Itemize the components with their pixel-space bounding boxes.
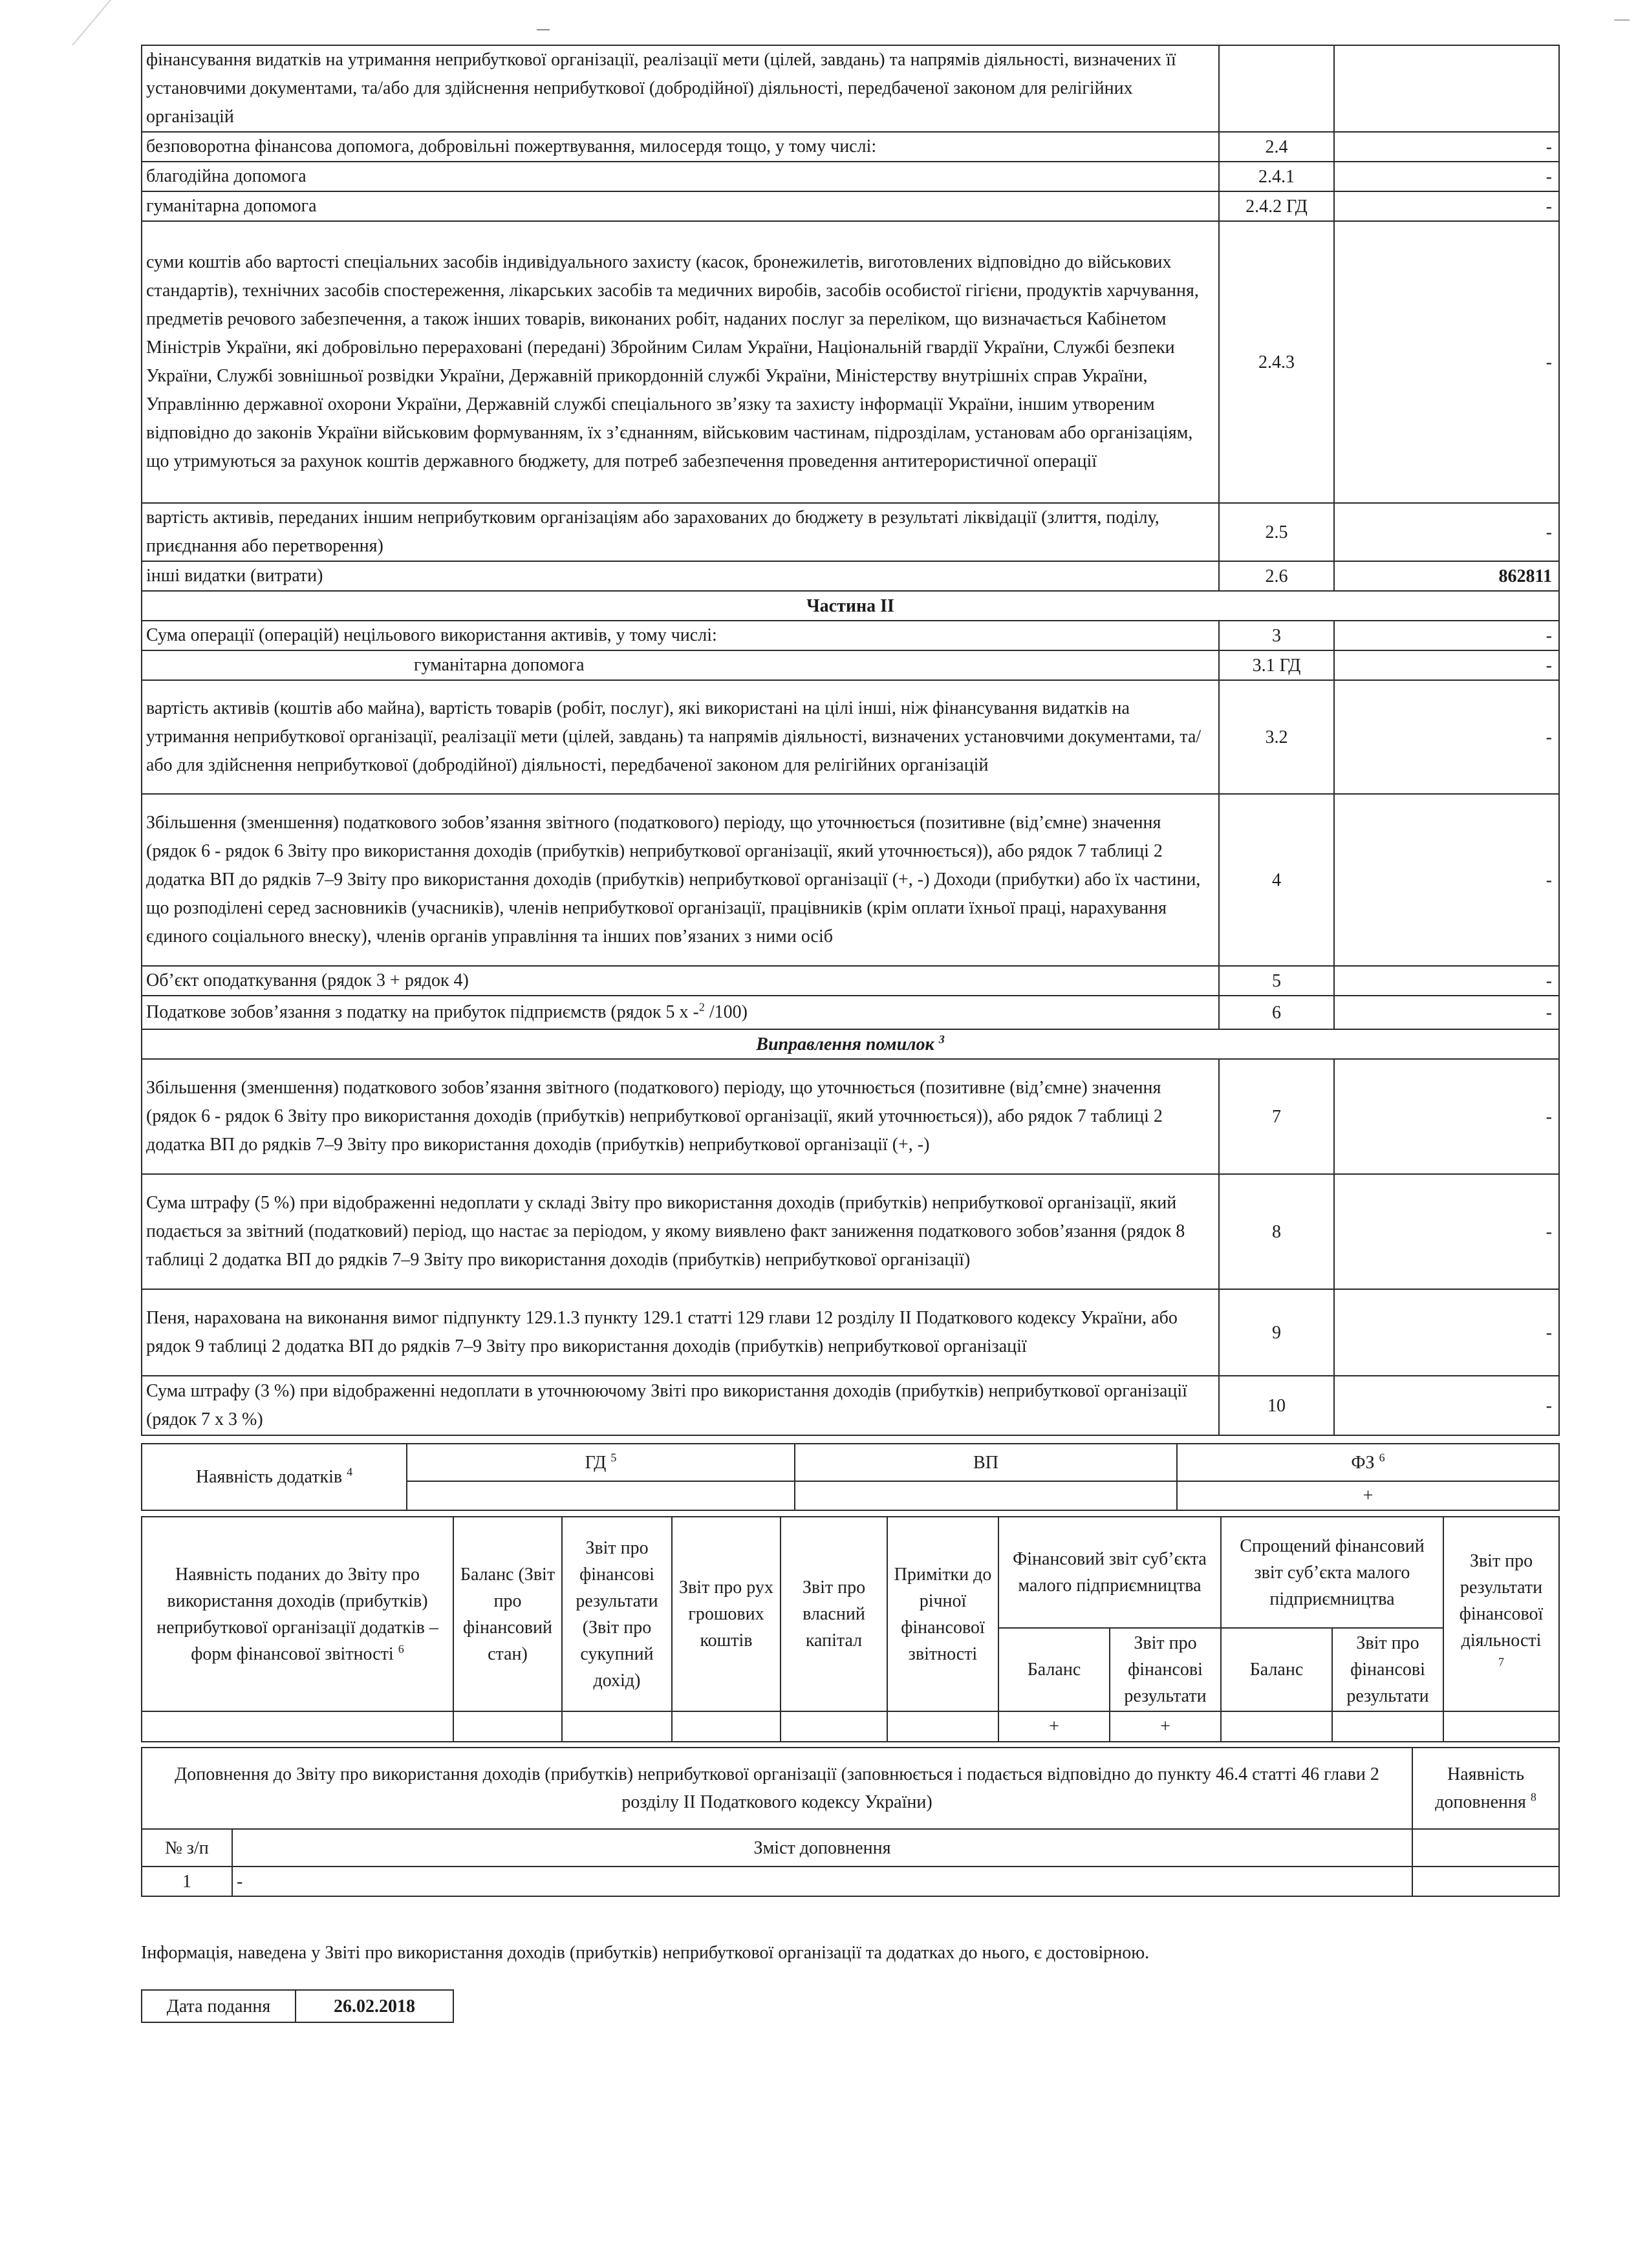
row-desc-main: Податкове зобов’язання з податку на прибуток підприємств (рядок 5 х - (146, 1002, 699, 1022)
row-value: - (1334, 162, 1559, 191)
form-activity-text: Звіт про результати фінансової діяльності (1459, 1551, 1544, 1651)
attachment-col-name: ФЗ (1351, 1452, 1375, 1473)
form-mark (1443, 1711, 1559, 1742)
form-small-simplified: Спрощений фінансовий звіт суб’єкта малого підприємництва (1221, 1517, 1443, 1628)
row-value: - (1334, 1174, 1559, 1289)
row-desc: Пеня, нарахована на виконання вимог підпункту 129.1.3 пункту 129.1 статті 129 глави 12 розділу II Податкового кодексу України, або рядок 9 таблиці 2 додатка ВП до рядків 7–9 Звіту про використання доходів (прибутків) неприбуткової організації (142, 1289, 1219, 1376)
attachment-mark (795, 1481, 1177, 1510)
row-value: - (1334, 996, 1559, 1029)
section-heading-row (142, 591, 1559, 621)
form-mark (887, 1711, 998, 1742)
date-label: Дата подання (142, 1990, 296, 2022)
row-code: 2.4.1 (1219, 162, 1334, 191)
sub-results: Звіт про фінансові результати (1332, 1628, 1443, 1711)
col-number: № з/п (142, 1829, 232, 1867)
row-code: 2.4.2 ГД (1219, 191, 1334, 221)
row-value: - (1334, 1289, 1559, 1376)
form-mark (562, 1711, 672, 1742)
form-mark (1221, 1711, 1332, 1742)
form-equity: Звіт про власний капітал (781, 1517, 887, 1711)
table-row (142, 221, 1559, 503)
form-mark (142, 1711, 453, 1742)
footnote-ref: 2 (698, 1000, 705, 1014)
table-row (142, 191, 1559, 221)
row-value: - (1334, 503, 1559, 561)
scan-artifact (72, 0, 183, 45)
row-desc: Збільшення (зменшення) податкового зобов’язання звітного (податкового) періоду, що уточнюється (позитивне (від’ємне) значення (рядок 6 - рядок 6 Звіту про використання доходів (прибутків) неприбуткової організації, який уточнюється)), або рядок 7 таблиці 2 додатка ВП до рядків 7–9 Звіту про використання доходів (прибутків) неприбуткової організації (+, -) Доходи (прибутки) або їх частини, що розподілені серед засновників (учасників), членів неприбуткової організації, працівників (крім оплати їхньої праці, нарахування єдиного соціального внеску), членів органів управління та інших пов’язаних з ними осіб (142, 794, 1219, 966)
attachment-col-vp (795, 1444, 1177, 1481)
table-row (142, 794, 1559, 966)
row-code: 7 (1219, 1059, 1334, 1174)
sub-balance: Баланс (998, 1628, 1110, 1711)
form-mark (672, 1711, 781, 1742)
row-desc: інші видатки (витрати) (142, 561, 1219, 591)
row-desc: гуманітарна допомога (142, 650, 1219, 680)
row-code: 3.2 (1219, 680, 1334, 794)
row-value: 862811 (1334, 561, 1559, 591)
row-code: 9 (1219, 1289, 1334, 1376)
attachment-mark (407, 1481, 795, 1510)
table-row (142, 1174, 1559, 1289)
footnote-ref: 7 (1498, 1655, 1504, 1669)
table-row (142, 45, 1559, 132)
scan-dash (1614, 19, 1630, 21)
section-heading (142, 1029, 1559, 1059)
row-value: - (1334, 132, 1559, 162)
form-mark (781, 1711, 887, 1742)
row-desc: вартість активів (коштів або майна), вартість товарів (робіт, послуг), які використані на цілі інші, ніж фінансування видатків на утримання неприбуткової організації, реалізації мети (цілей, завдань) та напрямів діяльності, визначених установчими документами, та/або для здійснення неприбуткової (добродійної) діяльності, передбаченої законом для релігійних організацій (142, 680, 1219, 794)
footnote-ref: 3 (938, 1032, 945, 1046)
table-row (142, 1711, 1559, 1742)
sub-balance: Баланс (1221, 1628, 1332, 1711)
scan-tick (537, 29, 550, 30)
sub-results: Звіт про фінансові результати (1110, 1628, 1221, 1711)
forms-label (142, 1517, 453, 1711)
row-desc: гуманітарна допомога (142, 191, 1219, 221)
attachments-label-text: Наявність додатків (195, 1467, 343, 1487)
row-desc-end: /100) (704, 1002, 748, 1022)
row-desc: Сума штрафу (5 %) при відображенні недоплати у складі Звіту про використання доходів (прибутків) неприбуткової організації, який подається за звітний (податковий) період, що настає за періодом, у якому виявлено факт заниження податкового зобов’язання (рядок 8 таблиці 2 додатка ВП до рядків 7–9 Звіту про використання доходів (прибутків) неприбуткової організації) (142, 1174, 1219, 1289)
row-desc: благодійна допомога (142, 162, 1219, 191)
attachment-mark: + (1177, 1481, 1559, 1510)
table-row (142, 621, 1559, 650)
row-value: - (1334, 680, 1559, 794)
section-heading-row (142, 1029, 1559, 1059)
row-desc: Сума операції (операцій) нецільового використання активів, у тому числі: (142, 621, 1219, 650)
table-row (142, 132, 1559, 162)
footnote-ref: 6 (1379, 1451, 1385, 1464)
supplement-presence (1412, 1748, 1559, 1829)
form-fin-results: Звіт про фінансові результати (Звіт про сукупний дохід) (562, 1517, 672, 1711)
form-balance: Баланс (Звіт про фінансовий стан) (453, 1517, 562, 1711)
table-row (142, 1444, 1559, 1481)
row-code: 3 (1219, 621, 1334, 650)
row-desc: Збільшення (зменшення) податкового зобов’язання звітного (податкового) періоду, що уточнюється (позитивне (від’ємне) значення (рядок 6 - рядок 6 Звіту про використання доходів (прибутків) неприбуткової організації, який уточнюється)), або рядок 7 таблиці 2 додатка ВП до рядків 7–9 Звіту про використання доходів (прибутків) неприбуткової організації (+, -) (142, 1059, 1219, 1174)
row-value: - (1334, 1376, 1559, 1435)
attachments-table (141, 1443, 1560, 1511)
row-code: 3.1 ГД (1219, 650, 1334, 680)
row-value: - (1334, 191, 1559, 221)
row-desc: безповоротна фінансова допомога, добровільні пожертвування, милосердя тощо, у тому числі: (142, 132, 1219, 162)
row-code: 5 (1219, 966, 1334, 996)
financial-forms-table (141, 1516, 1560, 1742)
row-code: 8 (1219, 1174, 1334, 1289)
supplement-table (141, 1747, 1560, 1897)
form-small-business: Фінансовий звіт суб’єкта малого підприємництва (998, 1517, 1221, 1628)
row-desc: суми коштів або вартості спеціальних засобів індивідуального захисту (касок, бронежилетів, виготовлених відповідно до військових стандартів), технічних засобів спостереження, лікарських засобів та медичних виробів, засобів особистої гігієни, продуктів харчування, предметів речового забезпечення, а також інших товарів, виконаних робіт, наданих послуг за переліком, що визначається Кабінетом Міністрів України, які добровільно перераховані (передані) Збройним Силам України, Національній гвардії України, Службі безпеки України, Службі зовнішньої розвідки України, Державній прикордонній службі України, Міністерству внутрішніх справ України, Управлінню державної охорони України, Державній службі спеціального зв’язку та захисту інформації України, іншим утвореним відповідно до законів України військовим формуванням, їх з’єднанням, військовим частинам, підрозділам, установам або організаціям, що утримуються за рахунок коштів державного бюджету, для потреб забезпечення проведення антитерористичної операції (142, 221, 1219, 503)
row-value: - (1334, 621, 1559, 650)
table-row (142, 966, 1559, 996)
table-row (142, 1517, 1559, 1628)
report-table (141, 45, 1560, 1436)
row-desc: Об’єкт оподаткування (рядок 3 + рядок 4) (142, 966, 1219, 996)
date-value: 26.02.2018 (296, 1990, 453, 2022)
row-desc: фінансування видатків на утримання неприбуткової організації, реалізації мети (цілей, завдань) та напрямів діяльності, визначених її установчими документами, та/або для здійснення неприбуткової (добродійної) діяльності, передбаченої законом для релігійних організацій (142, 45, 1219, 132)
table-row (142, 1990, 453, 2022)
attachment-col-name: ВП (973, 1452, 998, 1473)
row-value: - (1334, 650, 1559, 680)
row-desc (142, 996, 1219, 1029)
attachment-col-fz (1177, 1444, 1559, 1481)
row-value: - (1334, 966, 1559, 996)
row-code: 6 (1219, 996, 1334, 1029)
supplement-title: Доповнення до Звіту про використання доходів (прибутків) неприбуткової організації (заповнюється і подається відповідно до пункту 46.4 статті 46 глави 2 розділу II Податкового кодексу України) (142, 1748, 1412, 1829)
table-row (142, 561, 1559, 591)
row-value: - (1334, 1059, 1559, 1174)
table-row (142, 1867, 1559, 1896)
footnote-ref: 6 (398, 1642, 404, 1656)
table-row (142, 1059, 1559, 1174)
attachment-col-gd (407, 1444, 795, 1481)
col-empty (1412, 1829, 1559, 1867)
row-code: 10 (1219, 1376, 1334, 1435)
row-value (1334, 45, 1559, 132)
row-code: 2.4.3 (1219, 221, 1334, 503)
table-row (142, 1829, 1559, 1867)
row-code: 2.5 (1219, 503, 1334, 561)
row-number: 1 (142, 1867, 232, 1896)
table-row (142, 680, 1559, 794)
row-content: - (232, 1867, 1412, 1896)
section-heading: Частина II (142, 591, 1559, 621)
row-empty (1412, 1867, 1559, 1896)
row-value: - (1334, 221, 1559, 503)
table-row (142, 1376, 1559, 1435)
authenticity-statement: Інформація, наведена у Звіті про використання доходів (прибутків) неприбуткової організації та додатках до нього, є достовірною. (141, 1943, 1150, 1963)
forms-label-text: Наявність поданих до Звіту про використання доходів (прибутків) неприбуткової організації додатків – форм фінансової звітності (156, 1564, 438, 1664)
footnote-ref: 8 (1530, 1790, 1536, 1804)
form-activity-results (1443, 1517, 1559, 1711)
form-cash-flow: Звіт про рух грошових коштів (672, 1517, 781, 1711)
form-mark: + (1110, 1711, 1221, 1742)
row-code: 4 (1219, 794, 1334, 966)
attachment-col-name: ГД (585, 1452, 607, 1473)
table-row (142, 1289, 1559, 1376)
row-value: - (1334, 794, 1559, 966)
footnote-ref: 4 (347, 1465, 353, 1479)
table-row (142, 503, 1559, 561)
col-content: Зміст доповнення (232, 1829, 1412, 1867)
row-code: 2.4 (1219, 132, 1334, 162)
row-code (1219, 45, 1334, 132)
submission-date-table (141, 1989, 454, 2023)
attachments-label (142, 1444, 407, 1510)
form-mark (453, 1711, 562, 1742)
table-row (142, 996, 1559, 1029)
form-mark (1332, 1711, 1443, 1742)
supplement-presence-text: Наявність доповнення (1435, 1764, 1526, 1812)
row-desc: Сума штрафу (3 %) при відображенні недоплати в уточнюючому Звіті про використання доходів (прибутків) неприбуткової організації (рядок 7 х 3 %) (142, 1376, 1219, 1435)
footnote-ref: 5 (610, 1451, 617, 1464)
row-desc: вартість активів, переданих іншим неприбутковим організаціям або зарахованих до бюджету в результаті ліквідації (злиття, поділу, приєднання або перетворення) (142, 503, 1219, 561)
row-code: 2.6 (1219, 561, 1334, 591)
table-row (142, 1748, 1559, 1829)
table-row (142, 162, 1559, 191)
form-notes: Примітки до річної фінансової звітності (887, 1517, 998, 1711)
form-mark: + (998, 1711, 1110, 1742)
table-row (142, 650, 1559, 680)
corrections-heading: Виправлення помилок (756, 1034, 934, 1054)
